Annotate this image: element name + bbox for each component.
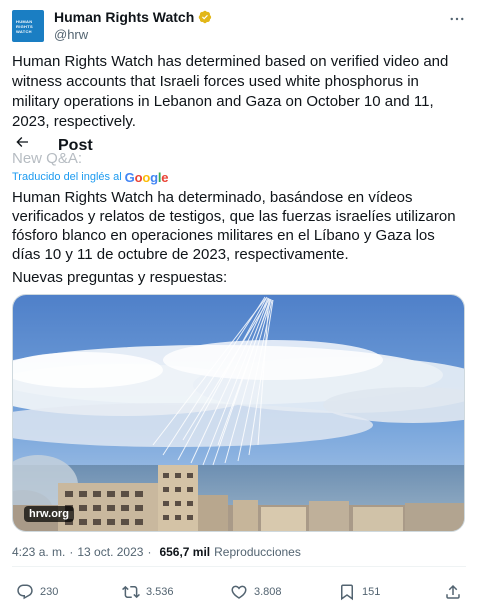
share-button[interactable] <box>444 580 462 604</box>
separator-dot-2: · <box>147 545 152 559</box>
separator-dot: · <box>69 545 74 559</box>
heart-icon <box>230 583 248 601</box>
page-title: Post <box>58 137 93 154</box>
white-phosphorus-photo <box>13 295 465 532</box>
reply-button[interactable] <box>16 580 58 604</box>
repost-count: 3.536 <box>146 586 174 598</box>
repost-icon <box>122 583 140 601</box>
author-handle[interactable]: @hrw <box>54 27 89 42</box>
author-info <box>54 8 212 43</box>
google-logo: Google <box>124 170 169 185</box>
original-post-text: Human Rights Watch has determined based on verified video and witness accounts that Israeli forces used white phosphorus in military operations in Lebanon and Gaza on October 10 and 11, 2023, respectively. <box>12 53 449 130</box>
divider <box>12 566 466 567</box>
bookmark-count: 151 <box>362 586 381 598</box>
translated-post-text-2: Nuevas preguntas y respuestas: <box>12 269 228 286</box>
verified-badge-icon[interactable] <box>198 10 212 24</box>
like-button[interactable] <box>230 580 282 604</box>
logo-line-2: RIGHTS <box>16 23 33 29</box>
more-options-icon[interactable] <box>448 10 466 28</box>
share-icon <box>444 583 462 601</box>
author-display-name[interactable]: Human Rights Watch <box>54 9 195 25</box>
media-source-badge: hrw.org <box>24 506 74 522</box>
post-metadata <box>12 544 301 560</box>
views-label: Reproducciones <box>214 545 301 559</box>
repost-button[interactable] <box>122 580 174 604</box>
name-row <box>54 8 212 26</box>
post-header <box>12 8 466 44</box>
logo-line-1: HUMAN <box>16 18 33 24</box>
logo-line-3: WATCH <box>16 28 32 34</box>
reply-icon <box>16 583 34 601</box>
sticky-post-header <box>0 126 478 168</box>
hrw-avatar[interactable] <box>12 10 44 42</box>
post-time[interactable]: 4:23 a. m. <box>12 545 66 559</box>
bookmark-icon <box>338 583 356 601</box>
post-media-image[interactable] <box>12 294 465 532</box>
back-arrow-icon[interactable] <box>14 134 30 150</box>
ellipsis-icon <box>448 10 466 28</box>
translated-by-label: Traducido del inglés al <box>12 171 122 183</box>
post-date[interactable]: 13 oct. 2023 <box>77 545 144 559</box>
views-count[interactable]: 656,7 mil <box>159 545 211 559</box>
action-bar <box>12 580 466 604</box>
translated-by-google[interactable] <box>12 171 168 184</box>
ghost-qa-text: New Q&A: <box>12 150 83 167</box>
like-count: 3.808 <box>254 586 282 598</box>
reply-count: 230 <box>40 586 59 598</box>
bookmark-button[interactable] <box>338 580 380 604</box>
translated-post-text: Human Rights Watch ha determinado, basándose en vídeos verificados y relatos de testigos, que las fuerzas israelíes utilizaron fósforo blanco en operaciones militares en el Líbano y Gaza los días 10 y 11 de octubre de 2023, respectivamente. <box>12 189 456 263</box>
